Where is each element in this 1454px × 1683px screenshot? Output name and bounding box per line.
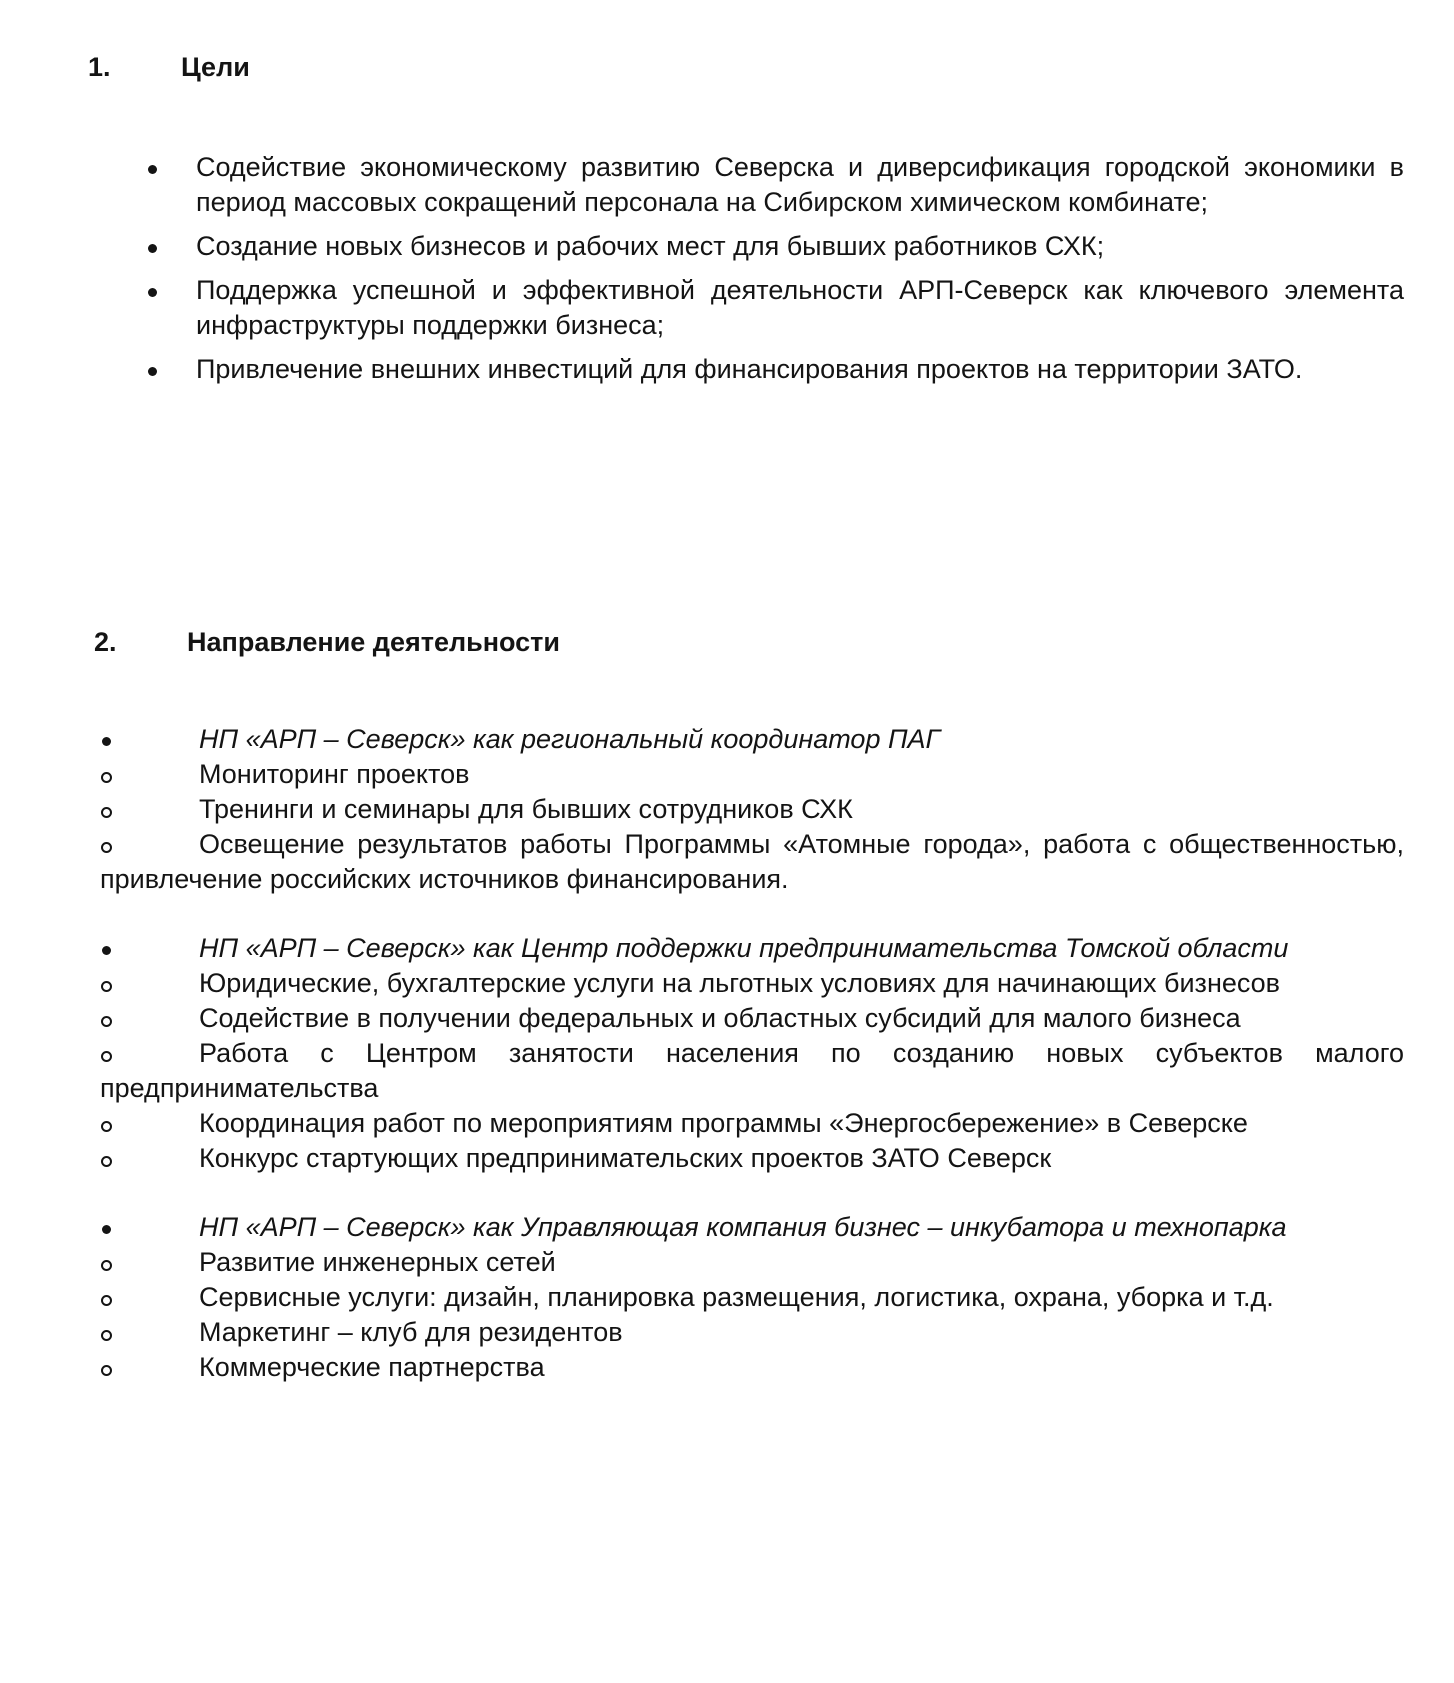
direction-item-text: Координация работ по мероприятиям программы «Энергосбережение» в Северске xyxy=(199,1108,1248,1138)
direction-item xyxy=(100,827,1404,897)
direction-group xyxy=(100,1210,1404,1385)
goal-item xyxy=(140,229,1404,264)
direction-group xyxy=(100,722,1404,897)
direction-heading-text: НП «АРП – Северск» как региональный координатор ПАГ xyxy=(199,724,941,754)
direction-item xyxy=(100,1245,1404,1280)
direction-item-text: Освещение результатов работы Программы «Атомные города», работа с общественностью, привлечение российских источников финансирования. xyxy=(100,829,1404,894)
direction-heading-text: НП «АРП – Северск» как Центр поддержки предпринимательства Томской области xyxy=(199,933,1289,963)
section-1-heading xyxy=(88,50,488,84)
direction-item-text: Маркетинг – клуб для резидентов xyxy=(199,1317,623,1347)
goal-text: Создание новых бизнесов и рабочих мест для бывших работников СХК; xyxy=(196,231,1105,261)
goals-list xyxy=(140,150,1404,396)
bullet-icon xyxy=(148,367,157,376)
direction-group xyxy=(100,931,1404,1176)
bullet-icon xyxy=(148,165,157,174)
direction-item xyxy=(100,1350,1404,1385)
goal-item xyxy=(140,150,1404,220)
bullet-icon xyxy=(148,288,157,297)
direction-item xyxy=(100,792,1404,827)
goal-text: Содействие экономическому развитию Северска и диверсификация городской экономики в период массовых сокращений персонала на Сибирском химическом комбинате; xyxy=(196,152,1404,217)
direction-item xyxy=(100,1036,1404,1106)
direction-item xyxy=(100,1106,1404,1141)
direction-item xyxy=(100,1280,1404,1315)
direction-item-text: Содействие в получении федеральных и областных субсидий для малого бизнеса xyxy=(199,1003,1241,1033)
bullet-icon xyxy=(148,244,157,253)
direction-item-text: Работа с Центром занятости населения по созданию новых субъектов малого предпринимательства xyxy=(100,1038,1404,1103)
direction-heading-text: НП «АРП – Северск» как Управляющая компания бизнес – инкубатора и технопарка xyxy=(199,1212,1287,1242)
direction-item xyxy=(100,1315,1404,1350)
direction-heading xyxy=(100,1210,1404,1245)
goal-item xyxy=(140,352,1404,387)
section-2-title: Направление деятельности xyxy=(187,627,560,657)
direction-heading xyxy=(100,931,1404,966)
direction-item xyxy=(100,1001,1404,1036)
direction-item xyxy=(100,966,1404,1001)
goal-text: Поддержка успешной и эффективной деятельности АРП-Северск как ключевого элемента инфраструктуры поддержки бизнеса; xyxy=(196,275,1404,340)
direction-heading xyxy=(100,722,1404,757)
direction-item-text: Развитие инженерных сетей xyxy=(199,1247,556,1277)
section-1-number: 1. xyxy=(88,52,111,82)
goal-text: Привлечение внешних инвестиций для финансирования проектов на территории ЗАТО. xyxy=(196,354,1303,384)
section-2-number: 2. xyxy=(94,627,117,657)
section-1-title: Цели xyxy=(181,52,250,82)
direction-item xyxy=(100,1141,1404,1176)
goal-item xyxy=(140,273,1404,343)
direction-item-text: Конкурс стартующих предпринимательских проектов ЗАТО Северск xyxy=(199,1143,1052,1173)
direction-item-text: Тренинги и семинары для бывших сотрудников СХК xyxy=(199,794,853,824)
direction-item xyxy=(100,757,1404,792)
direction-item-text: Мониторинг проектов xyxy=(199,759,470,789)
direction-item-text: Юридические, бухгалтерские услуги на льготных условиях для начинающих бизнесов xyxy=(199,968,1281,998)
direction-item-text: Коммерческие партнерства xyxy=(199,1352,545,1382)
direction-item-text: Сервисные услуги: дизайн, планировка размещения, логистика, охрана, уборка и т.д. xyxy=(199,1282,1274,1312)
section-2-heading xyxy=(94,625,794,659)
directions xyxy=(100,722,1404,1419)
